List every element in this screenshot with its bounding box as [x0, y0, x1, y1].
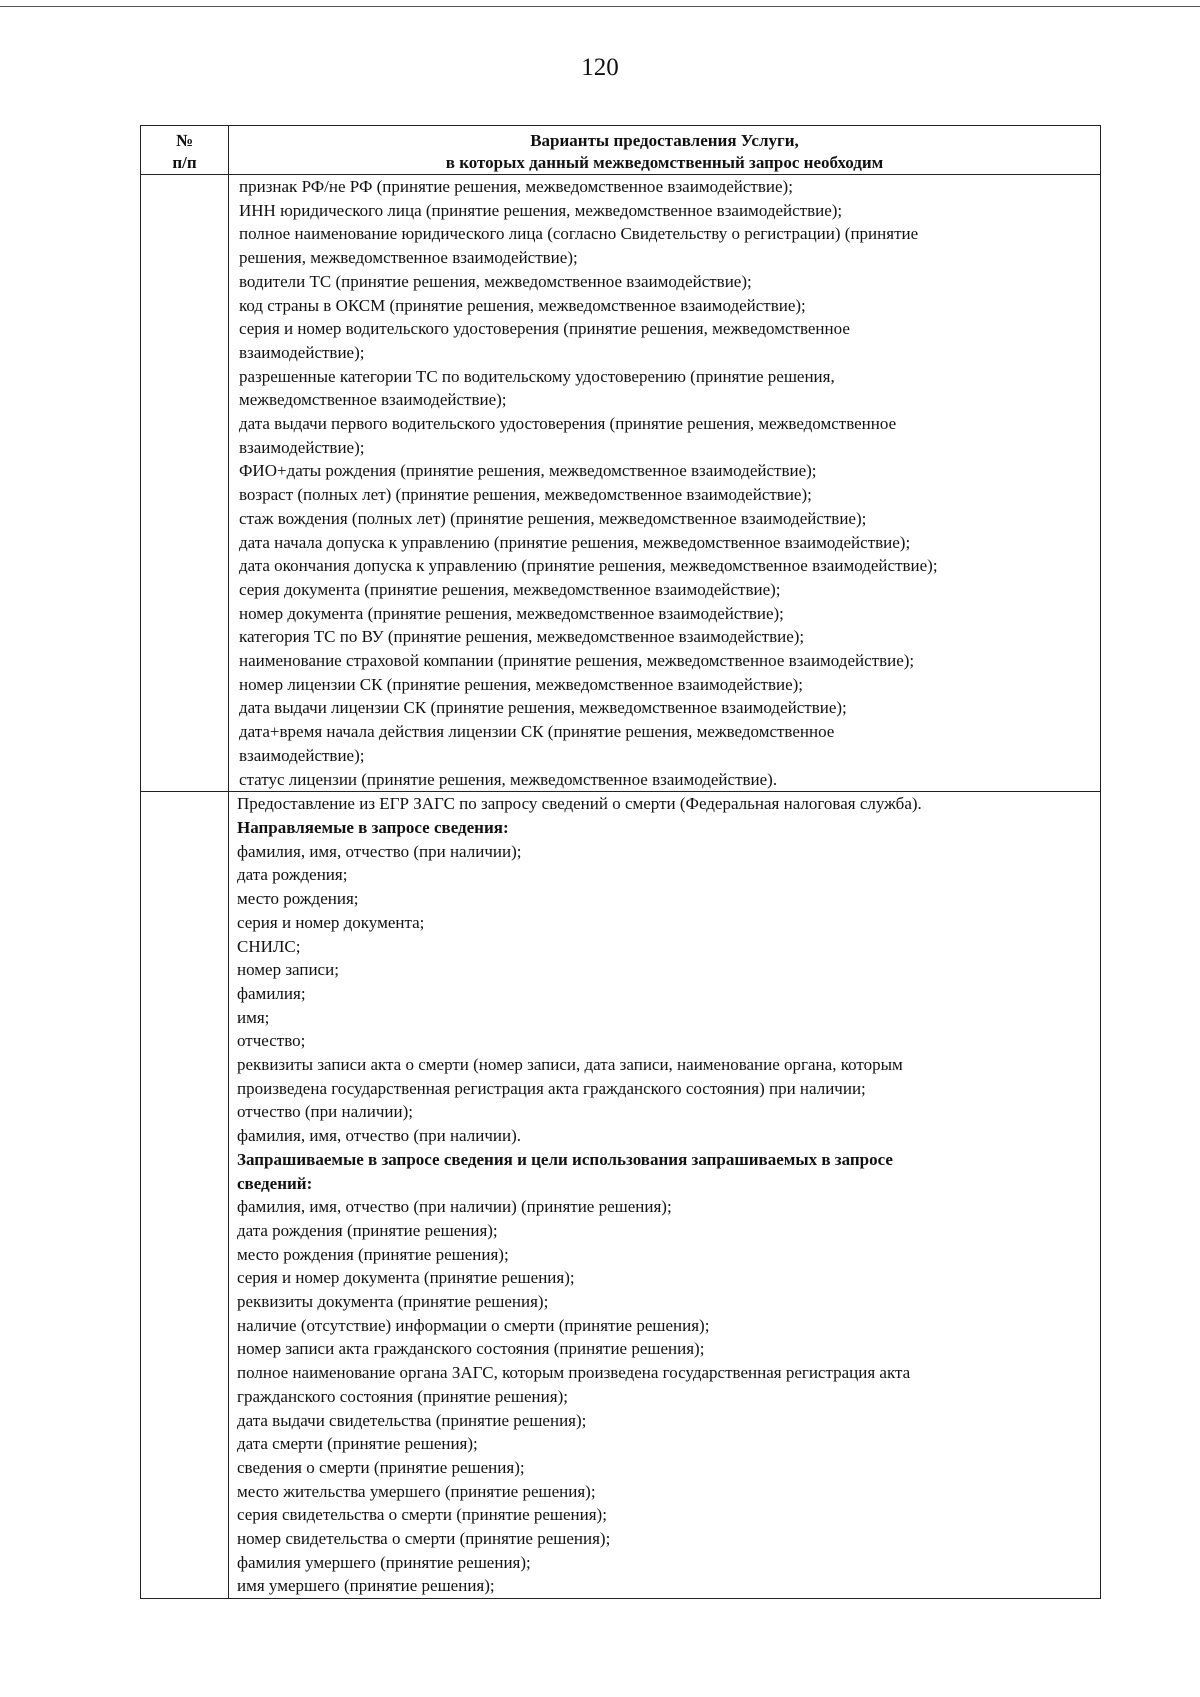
content-line: категория ТС по ВУ (принятие решения, межведомственное взаимодействие); [239, 627, 805, 647]
content-line: взаимодействие); [239, 437, 365, 457]
content-line: сведения о смерти (принятие решения); [237, 1457, 525, 1477]
section-heading-line: Направляемые в запросе сведения: [237, 817, 509, 837]
content-line: реквизиты документа (принятие решения); [237, 1292, 549, 1312]
header-variants-column [229, 126, 1101, 175]
content-line: серия и номер документа; [237, 912, 425, 932]
page-number: 120 [581, 54, 619, 81]
content-line: серия свидетельства о смерти (принятие решения); [237, 1505, 607, 1525]
content-line: межведомственное взаимодействие); [239, 390, 507, 410]
content-line: дата+время начала действия лицензии СК (принятие решения, межведомственное [239, 722, 835, 742]
content-line: серия документа (принятие решения, межведомственное взаимодействие); [239, 579, 781, 599]
content-line: номер документа (принятие решения, межведомственное взаимодействие); [239, 603, 784, 623]
content-line: статус лицензии (принятие решения, межведомственное взаимодействие). [239, 769, 778, 789]
content-line: водители ТС (принятие решения, межведомственное взаимодействие); [239, 271, 752, 291]
content-line: дата рождения (принятие решения); [237, 1220, 498, 1240]
section-heading-line: Запрашиваемые в запросе сведения и цели использования запрашиваемых в запросе [237, 1149, 893, 1169]
row-number-cell [141, 175, 229, 792]
table-header-row [141, 126, 1101, 175]
header-number-line: № [175, 131, 194, 150]
table-row [141, 792, 1101, 1599]
content-line: место рождения (принятие решения); [237, 1244, 509, 1264]
table-row [141, 175, 1101, 792]
content-line: фамилия, имя, отчество (при наличии). [237, 1126, 521, 1146]
content-line: фамилия; [237, 983, 306, 1003]
content-line: ИНН юридического лица (принятие решения, межведомственное взаимодействие); [239, 200, 843, 220]
content-line: дата выдачи свидетельства (принятие решения); [237, 1410, 587, 1430]
top-border-line [0, 6, 1200, 7]
content-line: наличие (отсутствие) информации о смерти (принятие решения); [237, 1315, 710, 1335]
content-line: произведена государственная регистрация акта гражданского состояния) при наличии; [237, 1078, 866, 1098]
header-variants-line: Варианты предоставления Услуги, [530, 131, 799, 150]
content-line: код страны в ОКСМ (принятие решения, межведомственное взаимодействие); [239, 295, 806, 315]
content-line: дата смерти (принятие решения); [237, 1434, 478, 1454]
content-line: серия и номер документа (принятие решения); [237, 1268, 575, 1288]
content-line: СНИЛС; [237, 936, 301, 956]
content-line: фамилия, имя, отчество (при наличии) (принятие решения); [237, 1197, 672, 1217]
content-line: номер записи акта гражданского состояния (принятие решения); [237, 1339, 705, 1359]
content-line: ФИО+даты рождения (принятие решения, межведомственное взаимодействие); [239, 461, 817, 481]
content-line: взаимодействие); [239, 745, 365, 765]
content-line: разрешенные категории ТС по водительскому удостоверению (принятие решения, [239, 366, 835, 386]
content-line: наименование страховой компании (принятие решения, межведомственное взаимодействие); [239, 651, 915, 671]
services-table [140, 125, 1101, 1599]
content-line: дата выдачи лицензии СК (принятие решения, межведомственное взаимодействие); [239, 698, 847, 718]
content-line: фамилия, имя, отчество (при наличии); [237, 841, 522, 861]
section-heading-line: сведений: [237, 1173, 313, 1193]
content-line: место жительства умершего (принятие решения); [237, 1481, 596, 1501]
content-line: номер лицензии СК (принятие решения, межведомственное взаимодействие); [239, 674, 804, 694]
content-line: имя; [237, 1007, 270, 1027]
content-line: реквизиты записи акта о смерти (номер записи, дата записи, наименование органа, которым [237, 1055, 903, 1075]
content-line: отчество (при наличии); [237, 1102, 413, 1122]
content-line: стаж вождения (полных лет) (принятие решения, межведомственное взаимодействие); [239, 508, 867, 528]
content-line: имя умершего (принятие решения); [237, 1576, 495, 1596]
header-variants-line: в которых данный межведомственный запрос необходим [445, 153, 884, 172]
row-content-cell [229, 175, 1101, 792]
content-line: номер свидетельства о смерти (принятие решения); [237, 1529, 611, 1549]
content-line: дата начала допуска к управлению (принятие решения, межведомственное взаимодействие); [239, 532, 911, 552]
content-line: взаимодействие); [239, 342, 365, 362]
content-line: признак РФ/не РФ (принятие решения, межведомственное взаимодействие); [239, 177, 793, 196]
row-content-cell [229, 792, 1101, 1599]
header-number-line: п/п [172, 153, 197, 172]
content-line: полное наименование органа ЗАГС, которым произведена государственная регистрация акта [237, 1363, 911, 1383]
content-line: возраст (полных лет) (принятие решения, межведомственное взаимодействие); [239, 485, 812, 505]
content-line: дата окончания допуска к управлению (принятие решения, межведомственное взаимодействие); [239, 556, 938, 576]
content-line: гражданского состояния (принятие решения); [237, 1386, 568, 1406]
row-number-cell [141, 792, 229, 1599]
content-line: полное наименование юридического лица (согласно Свидетельству о регистрации) (принятие [239, 224, 919, 244]
content-line: отчество; [237, 1031, 306, 1051]
content-line: фамилия умершего (принятие решения); [237, 1552, 531, 1572]
content-line: Предоставление из ЕГР ЗАГС по запросу сведений о смерти (Федеральная налоговая служба). [237, 794, 922, 814]
content-line: решения, межведомственное взаимодействие); [239, 248, 578, 268]
content-line: дата выдачи первого водительского удостоверения (принятие решения, межведомственное [239, 414, 897, 434]
content-line: место рождения; [237, 889, 359, 909]
content-line: номер записи; [237, 960, 339, 980]
header-number-column [141, 126, 229, 175]
content-line: серия и номер водительского удостоверения (принятие решения, межведомственное [239, 319, 850, 339]
content-line: дата рождения; [237, 865, 348, 885]
